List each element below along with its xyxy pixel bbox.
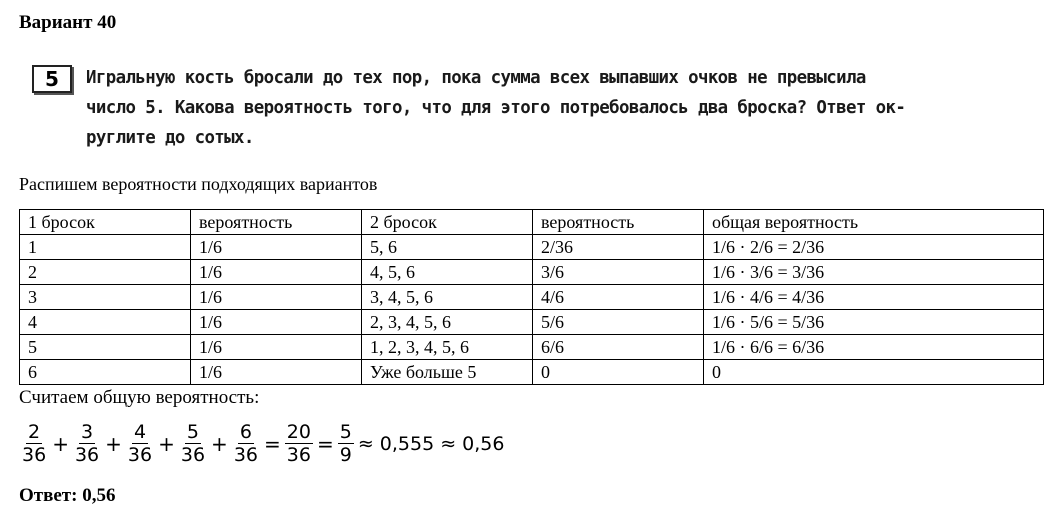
formula-result: ≈ 0,555 ≈ 0,56: [357, 432, 505, 455]
fraction-numerator: 2: [28, 421, 41, 443]
formula-operator: =: [316, 431, 334, 456]
header-cell: 1 бросок: [20, 210, 191, 235]
table-cell: 5: [20, 335, 191, 360]
fraction-numerator: 6: [239, 421, 252, 443]
problem-text: [86, 63, 1040, 153]
problem-line: Игральную кость бросали до тех пор, пока сумма всех выпавших очков не превысила: [86, 68, 866, 88]
summary-label: Считаем общую вероятность:: [19, 387, 260, 408]
fraction: [338, 421, 354, 466]
fraction-numerator: 5: [186, 421, 199, 443]
table-cell: 1/6: [191, 335, 362, 360]
answer: Ответ: 0,56: [19, 485, 116, 506]
table-row: [20, 360, 1044, 385]
fraction-denominator: 36: [127, 444, 153, 466]
fraction: [20, 421, 48, 466]
formula-operator: +: [158, 431, 175, 456]
table-cell: 1/6: [191, 310, 362, 335]
table-cell: 1/6 · 4/6 = 4/36: [704, 285, 1044, 310]
table-cell: 1/6: [191, 285, 362, 310]
table-row: [20, 335, 1044, 360]
header-cell: вероятность: [533, 210, 704, 235]
table-cell: 5, 6: [362, 235, 533, 260]
table-cell: 1/6 · 2/6 = 2/36: [704, 235, 1044, 260]
table-cell: 1, 2, 3, 4, 5, 6: [362, 335, 533, 360]
fraction-denominator: 36: [74, 444, 100, 466]
fraction-numerator: 5: [339, 421, 352, 443]
fraction-denominator: 36: [286, 444, 311, 466]
fraction: [179, 421, 207, 466]
table-row: [20, 235, 1044, 260]
fraction-numerator: 4: [133, 421, 147, 443]
fraction: [126, 421, 154, 466]
table-cell: 6: [20, 360, 191, 385]
problem-line: руглите до сотых.: [86, 128, 254, 148]
table-cell: 4, 5, 6: [362, 260, 533, 285]
header-cell: вероятность: [191, 210, 362, 235]
fraction: [232, 421, 260, 466]
table-cell: 1/6: [191, 235, 362, 260]
table-cell: 1/6: [191, 260, 362, 285]
header-cell: общая вероятность: [704, 210, 1044, 235]
intro-text: Распишем вероятности подходящих вариантов: [19, 174, 378, 194]
probability-table: [19, 209, 1044, 385]
table-row: [20, 310, 1044, 335]
table-cell: 1/6 · 3/6 = 3/36: [704, 260, 1044, 285]
table-cell: 1: [20, 235, 191, 260]
table-cell: 6/6: [533, 335, 704, 360]
table-cell: 1/6: [191, 360, 362, 385]
problem-line: число 5. Какова вероятность того, что для этого потребовалось два броска? Ответ ок-: [86, 98, 906, 118]
probability-formula: [19, 421, 504, 466]
table-cell: 4/6: [533, 285, 704, 310]
fraction-denominator: 9: [339, 444, 352, 466]
table-row: [20, 285, 1044, 310]
problem-number: 5: [32, 65, 72, 93]
fraction-denominator: 36: [180, 444, 206, 466]
table-cell: 0: [704, 360, 1044, 385]
table-cell: 3, 4, 5, 6: [362, 285, 533, 310]
table-cell: 1/6 · 6/6 = 6/36: [704, 335, 1044, 360]
table-cell: Уже больше 5: [362, 360, 533, 385]
fraction: [73, 421, 101, 466]
formula-operator: =: [264, 431, 281, 456]
table-cell: 2, 3, 4, 5, 6: [362, 310, 533, 335]
formula-operator: +: [211, 431, 228, 456]
table-cell: 3/6: [533, 260, 704, 285]
header-cell: 2 бросок: [362, 210, 533, 235]
fraction: [285, 421, 313, 466]
table-cell: 5/6: [533, 310, 704, 335]
table-cell: 3: [20, 285, 191, 310]
table-row: [20, 260, 1044, 285]
table-cell: 2: [20, 260, 191, 285]
fraction-numerator: 3: [81, 421, 94, 443]
table-cell: 4: [20, 310, 191, 335]
table-cell: 0: [533, 360, 704, 385]
table-cell: 1/6 · 5/6 = 5/36: [704, 310, 1044, 335]
problem-block: [30, 63, 1040, 153]
variant-title: Вариант 40: [19, 12, 117, 33]
formula-operator: +: [52, 431, 69, 456]
fraction-denominator: 36: [233, 444, 258, 466]
fraction-numerator: 20: [286, 421, 311, 443]
formula-operator: +: [105, 431, 122, 456]
fraction-denominator: 36: [22, 444, 47, 466]
table-cell: 2/36: [533, 235, 704, 260]
table-header-row: [20, 210, 1044, 235]
